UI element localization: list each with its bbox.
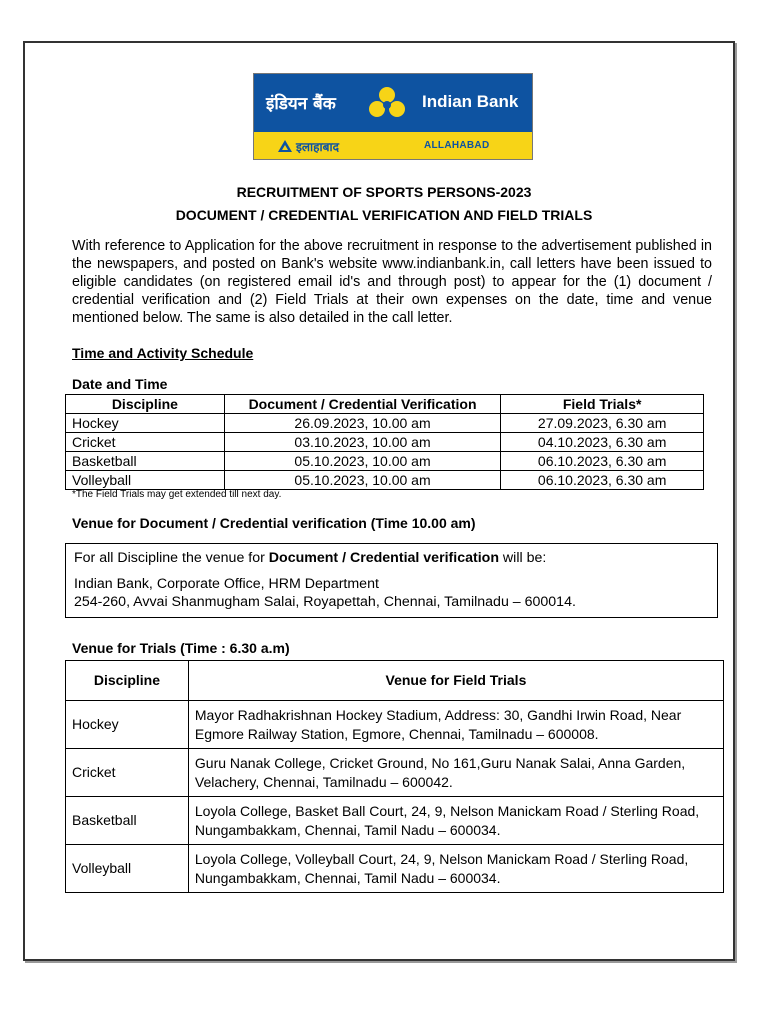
table-row: [66, 452, 704, 471]
doc-venue-address-line1: Indian Bank, Corporate Office, HRM Department: [74, 576, 379, 592]
table-cell: 05.10.2023, 10.00 am: [224, 471, 501, 490]
doc-venue-intro: [74, 549, 709, 567]
logo-english-name: Indian Bank: [422, 92, 519, 111]
doc-venue-box: [65, 543, 718, 618]
schedule-table: [65, 394, 704, 490]
logo-hindi-sub: इलाहाबाद: [296, 140, 339, 154]
column-header: Venue for Field Trials: [188, 661, 723, 701]
indian-bank-logo: [253, 73, 533, 160]
table-cell: 06.10.2023, 6.30 am: [501, 471, 704, 490]
column-header: Field Trials*: [501, 395, 704, 414]
table-header-row: [66, 661, 724, 701]
logo-bottom-band: [254, 132, 532, 160]
doc-venue-heading: Venue for Document / Credential verification (Time 10.00 am): [72, 515, 476, 531]
table-row: [66, 701, 724, 749]
logo-hindi-name: इंडियन बैंक: [266, 94, 336, 114]
trials-heading: Venue for Trials (Time : 6.30 a.m): [72, 640, 290, 656]
table-cell: Hockey: [66, 414, 225, 433]
doc-venue-intro-text: For all Discipline the venue for: [74, 550, 269, 566]
table-header-row: [66, 395, 704, 414]
table-cell: Volleyball: [66, 845, 189, 893]
table-row: [66, 414, 704, 433]
table-cell: 03.10.2023, 10.00 am: [224, 433, 501, 452]
logo-top-band: [254, 74, 532, 132]
table-cell: Hockey: [66, 701, 189, 749]
table-cell: Basketball: [66, 452, 225, 471]
doc-venue-intro-end: will be:: [498, 550, 547, 566]
date-time-label: Date and Time: [72, 376, 168, 392]
document-title: RECRUITMENT OF SPORTS PERSONS-2023: [236, 184, 532, 200]
table-row: [66, 749, 724, 797]
logo-english-sub: ALLAHABAD: [424, 140, 490, 151]
schedule-heading: Time and Activity Schedule: [72, 345, 254, 361]
table-cell: 05.10.2023, 10.00 am: [224, 452, 501, 471]
doc-venue-intro-bold: Document / Credential verification: [268, 550, 499, 566]
table-cell: Loyola College, Basket Ball Court, 24, 9, Nelson Manickam Road / Sterling Road, Nungambakkam, Chennai, Tamil Nadu – 600034.: [188, 797, 723, 845]
table-row: [66, 797, 724, 845]
table-cell: Basketball: [66, 797, 189, 845]
table-cell: 04.10.2023, 6.30 am: [501, 433, 704, 452]
table-row: [66, 471, 704, 490]
table-cell: 27.09.2023, 6.30 am: [501, 414, 704, 433]
intro-paragraph: With reference to Application for the above recruitment in response to the advertisement published in the newspapers, and posted on Bank's website www.indianbank.in, call letters have been issued to eligible candidates (on registered email id's and through post) to appear for the (1) document / credential verification and (2) Field Trials at their own expenses on the date, time and venue mentioned below. The same is also detailed in the call letter.: [72, 238, 712, 326]
table-cell: 26.09.2023, 10.00 am: [224, 414, 501, 433]
table-cell: Volleyball: [66, 471, 225, 490]
column-header: Discipline: [66, 661, 189, 701]
document-subtitle: DOCUMENT / CREDENTIAL VERIFICATION AND FIELD TRIALS: [175, 207, 593, 223]
table-row: [66, 845, 724, 893]
table-cell: Cricket: [66, 433, 225, 452]
table-row: [66, 433, 704, 452]
table-cell: Loyola College, Volleyball Court, 24, 9, Nelson Manickam Road / Sterling Road, Nungambakkam, Chennai, Tamil Nadu – 600034.: [188, 845, 723, 893]
column-header: Document / Credential Verification: [224, 395, 501, 414]
table-cell: Guru Nanak College, Cricket Ground, No 161,Guru Nanak Salai, Anna Garden, Velachery, Chennai, Tamilnadu – 600042.: [188, 749, 723, 797]
bank-emblem-icon: [364, 84, 410, 122]
table-cell: 06.10.2023, 6.30 am: [501, 452, 704, 471]
table-cell: Mayor Radhakrishnan Hockey Stadium, Address: 30, Gandhi Irwin Road, Near Egmore Railway Station, Egmore, Chennai, Tamilnadu – 600008.: [188, 701, 723, 749]
schedule-note: *The Field Trials may get extended till next day.: [72, 489, 282, 500]
allahabad-triangle-icon: [278, 140, 292, 152]
table-cell: Cricket: [66, 749, 189, 797]
column-header: Discipline: [66, 395, 225, 414]
trials-venue-table: [65, 660, 724, 893]
doc-venue-address-line2: 254-260, Avvai Shanmugham Salai, Royapettah, Chennai, Tamilnadu – 600014.: [74, 594, 576, 610]
